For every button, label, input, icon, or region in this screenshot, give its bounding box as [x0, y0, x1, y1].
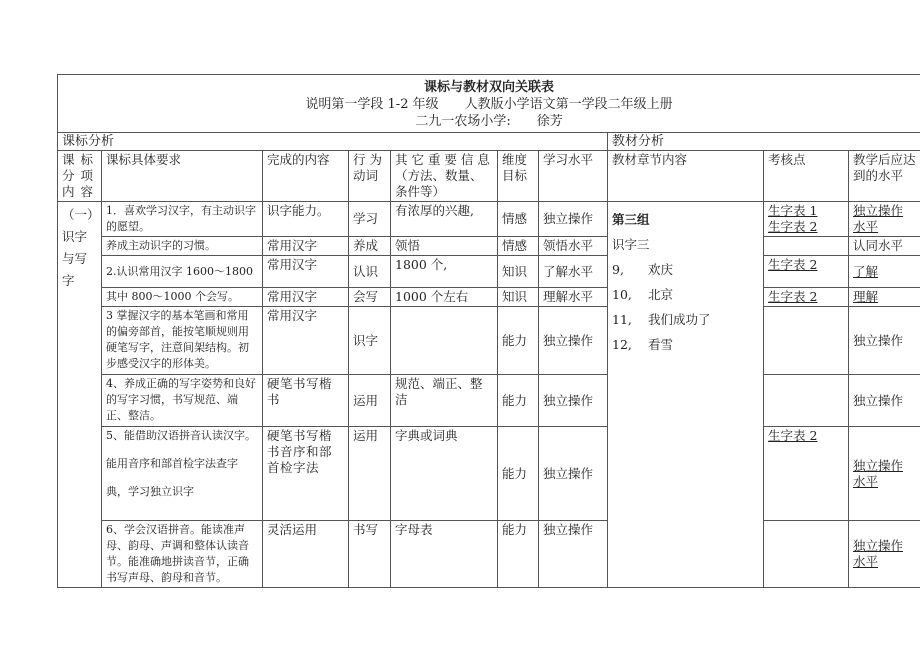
level-cell: 独立操作: [539, 202, 608, 237]
verb-cell: 运用: [349, 375, 391, 427]
dimension-cell: 情感: [498, 202, 539, 237]
lesson-number: 11,: [612, 312, 632, 327]
other-cell: 字母表: [391, 521, 498, 588]
assess-link[interactable]: 生字表 2: [768, 289, 818, 304]
level-cell: 了解水平: [539, 256, 608, 288]
verb-cell: 书写: [349, 521, 391, 588]
assess-link[interactable]: 生字表 2: [768, 219, 818, 234]
col-chapter: 教材章节内容: [608, 151, 764, 202]
col-other: 其 它 重 要 信 息（方法、数量、条件等）: [391, 151, 498, 202]
target-cell: [849, 256, 920, 288]
other-cell: 1800 个,: [391, 256, 498, 288]
lesson-number: 9,: [612, 262, 624, 277]
target-cell: [849, 307, 920, 375]
requirement-cell: 4、养成正确的写字姿势和良好的写字习惯，书写规范、端正、整洁。: [102, 375, 263, 427]
lesson-name: 欢庆: [648, 262, 674, 277]
table-row: [58, 288, 920, 307]
target-text: 了解: [853, 263, 879, 279]
other-cell: 有浓厚的兴趣,: [391, 202, 498, 237]
other-cell: 1000 个左右: [391, 288, 498, 307]
lesson-item: [612, 287, 759, 303]
col-content: 完成的内容: [263, 151, 349, 202]
section-row: [58, 133, 920, 151]
chapter-cell: [608, 202, 764, 588]
other-cell: [391, 307, 498, 375]
target-cell: [849, 521, 920, 588]
requirement-cell: 1．喜欢学习汉字，有主动识字的愿望。: [102, 202, 263, 237]
header-row: [58, 75, 920, 133]
lesson-name: 我们成功了: [648, 312, 711, 327]
level-cell: 领悟水平: [539, 237, 608, 256]
requirement-line: 典，学习独立识字: [106, 485, 194, 498]
assess-link[interactable]: 生字表 2: [768, 257, 818, 272]
table-row: [58, 307, 920, 375]
requirement-cell: [102, 427, 263, 521]
dimension-cell: 能力: [498, 307, 539, 375]
target-text: 独立操作: [853, 457, 904, 473]
lesson-item: [612, 312, 759, 328]
verb-cell: 识字: [349, 307, 391, 375]
target-text: 水平: [853, 554, 879, 569]
verb-cell: 会写: [349, 288, 391, 307]
target-text: 独立操作: [853, 203, 904, 218]
category-cell: （一）识字与写字: [58, 202, 102, 588]
assess-cell: [764, 521, 849, 588]
level-cell: 独立操作: [539, 375, 608, 427]
dimension-cell: 情感: [498, 237, 539, 256]
dimension-cell: 知识: [498, 256, 539, 288]
lesson-number: 12,: [612, 337, 632, 352]
verb-cell: 养成: [349, 237, 391, 256]
assess-link[interactable]: 生字表 2: [768, 428, 818, 443]
target-text: 认同水平: [853, 238, 904, 253]
header-cell: [58, 75, 920, 133]
other-cell: 规范、端正、整洁: [391, 375, 498, 427]
table-row: [58, 521, 920, 588]
content-cell: 常用汉字: [263, 237, 349, 256]
other-cell: 字典或词典: [391, 427, 498, 521]
requirement-cell: 6、学会汉语拼音。能读准声母、韵母、声调和整体认读音节。能准确地拼读音节，正确书写声母、韵母和音节。: [102, 521, 263, 588]
requirement-cell: 2.认识常用汉字 1600～1800: [102, 256, 263, 288]
content-cell: 常用汉字: [263, 256, 349, 288]
school-line: 二九一农场小学: 徐芳: [415, 114, 563, 129]
level-cell: 理解水平: [539, 288, 608, 307]
level-cell: 独立操作: [539, 427, 608, 521]
table-row: [58, 375, 920, 427]
assess-link[interactable]: 生字表 1: [768, 203, 818, 218]
verb-cell: 运用: [349, 427, 391, 521]
table-row: [58, 256, 920, 288]
content-cell: 硬笔书写楷书: [263, 375, 349, 427]
assess-cell: [764, 375, 849, 427]
col-level: 学习水平: [539, 151, 608, 202]
target-text: 理解: [853, 289, 879, 304]
lesson-name: 北京: [648, 287, 674, 302]
col-requirement: 课标具体要求: [102, 151, 263, 202]
relation-table: [57, 74, 920, 588]
level-cell: 独立操作: [539, 521, 608, 588]
target-cell: [849, 375, 920, 427]
target-text: 独立操作: [853, 392, 904, 408]
table-title: 课标与教材双向关联表: [424, 80, 555, 95]
requirement-cell: 3 掌握汉字的基本笔画和常用的偏旁部首，能按笔顺规则用硬笔写字，注意间架结构。初步感受汉字的形体美。: [102, 307, 263, 375]
col-assess: 考核点: [764, 151, 849, 202]
target-cell: [849, 237, 920, 256]
col-verb: 行 为 动词: [349, 151, 391, 202]
verb-cell: 认识: [349, 256, 391, 288]
assess-cell: [764, 256, 849, 288]
target-text: 独立操作: [853, 332, 904, 348]
chapter-unit: 识字三: [612, 237, 650, 252]
verb-cell: 学习: [349, 202, 391, 237]
assess-cell: [764, 307, 849, 375]
requirement-line: 能用音序和部首检字法查字: [106, 457, 238, 470]
assess-cell: [764, 427, 849, 521]
assess-cell: [764, 288, 849, 307]
table-row: [58, 237, 920, 256]
col-dimension: 维度目标: [498, 151, 539, 202]
content-cell: 常用汉字: [263, 307, 349, 375]
section-right: 教材分析: [608, 133, 920, 151]
requirement-line: 5、能借助汉语拼音认读汉字。: [106, 429, 256, 442]
content-cell: 灵活运用: [263, 521, 349, 588]
section-left: 课标分析: [58, 133, 608, 151]
other-cell: 领悟: [391, 237, 498, 256]
content-cell: 常用汉字: [263, 288, 349, 307]
lesson-item: [612, 262, 759, 278]
column-header-row: [58, 151, 920, 202]
dimension-cell: 能力: [498, 375, 539, 427]
relation-table-page: [57, 74, 920, 588]
content-cell: 硬笔书写楷书音序和部首检字法: [263, 427, 349, 521]
target-text: 水平: [853, 219, 879, 234]
assess-cell: [764, 237, 849, 256]
col-item: 课 标 分 项 内 容: [58, 151, 102, 202]
requirement-cell: 养成主动识字的习惯。: [102, 237, 263, 256]
table-subtitle: 说明第一学段 1-2 年级 人教版小学语文第一学段二年级上册: [305, 97, 673, 112]
table-row: [58, 202, 920, 237]
lesson-item: [612, 337, 759, 353]
col-target: 教学后应达到的水平: [849, 151, 920, 202]
table-row: [58, 427, 920, 521]
dimension-cell: 能力: [498, 427, 539, 521]
lesson-number: 10,: [612, 287, 632, 302]
target-text: 水平: [853, 473, 879, 489]
level-cell: 独立操作: [539, 307, 608, 375]
requirement-cell: 其中 800～1000 个会写。: [102, 288, 263, 307]
dimension-cell: 知识: [498, 288, 539, 307]
assess-cell: [764, 202, 849, 237]
target-cell: [849, 288, 920, 307]
content-cell: 识字能力。: [263, 202, 349, 237]
target-text: 独立操作: [853, 538, 904, 553]
target-cell: [849, 202, 920, 237]
chapter-group: 第三组: [612, 212, 650, 227]
lesson-name: 看雪: [648, 337, 674, 352]
dimension-cell: 能力: [498, 521, 539, 588]
target-cell: [849, 427, 920, 521]
